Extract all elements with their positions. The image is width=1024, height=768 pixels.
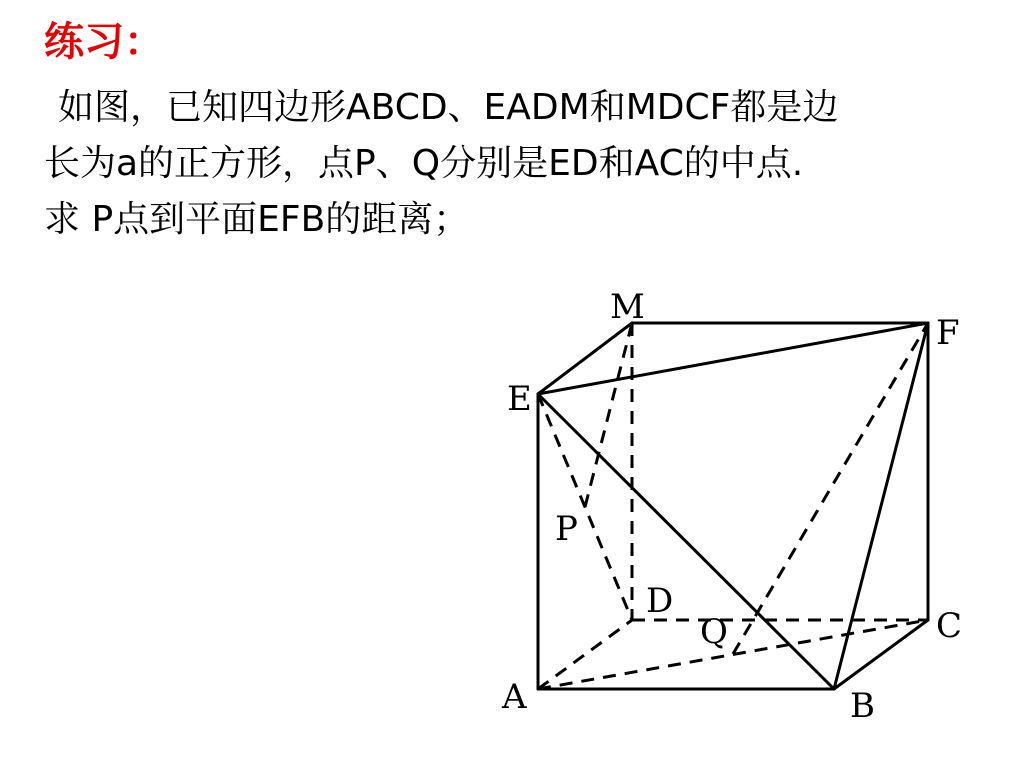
- label-M: M: [610, 287, 645, 327]
- edge-AC-dashed: [538, 620, 928, 689]
- problem-line-2: 长为a的正方形，点P、Q分别是ED和AC的中点.: [44, 143, 804, 184]
- label-Q: Q: [700, 612, 728, 652]
- label-P: P: [555, 509, 578, 549]
- label-D: D: [646, 581, 674, 621]
- label-B: B: [850, 686, 875, 726]
- problem-line-1: 如图，已知四边形ABCD、EADM和MDCF都是边: [58, 87, 839, 128]
- label-A: A: [502, 677, 527, 717]
- edge-EM: [538, 323, 632, 394]
- label-E: E: [507, 379, 532, 419]
- exercise-heading: 练习：: [44, 19, 164, 65]
- problem-line-3: 求 P点到平面EFB的距离；: [44, 199, 470, 240]
- label-C: C: [936, 606, 963, 646]
- edge-AD-dashed: [538, 620, 632, 689]
- edge-QF-dashed: [733, 323, 928, 654]
- edge-EB: [538, 394, 834, 689]
- label-F: F: [936, 313, 960, 353]
- edge-EF: [538, 323, 928, 394]
